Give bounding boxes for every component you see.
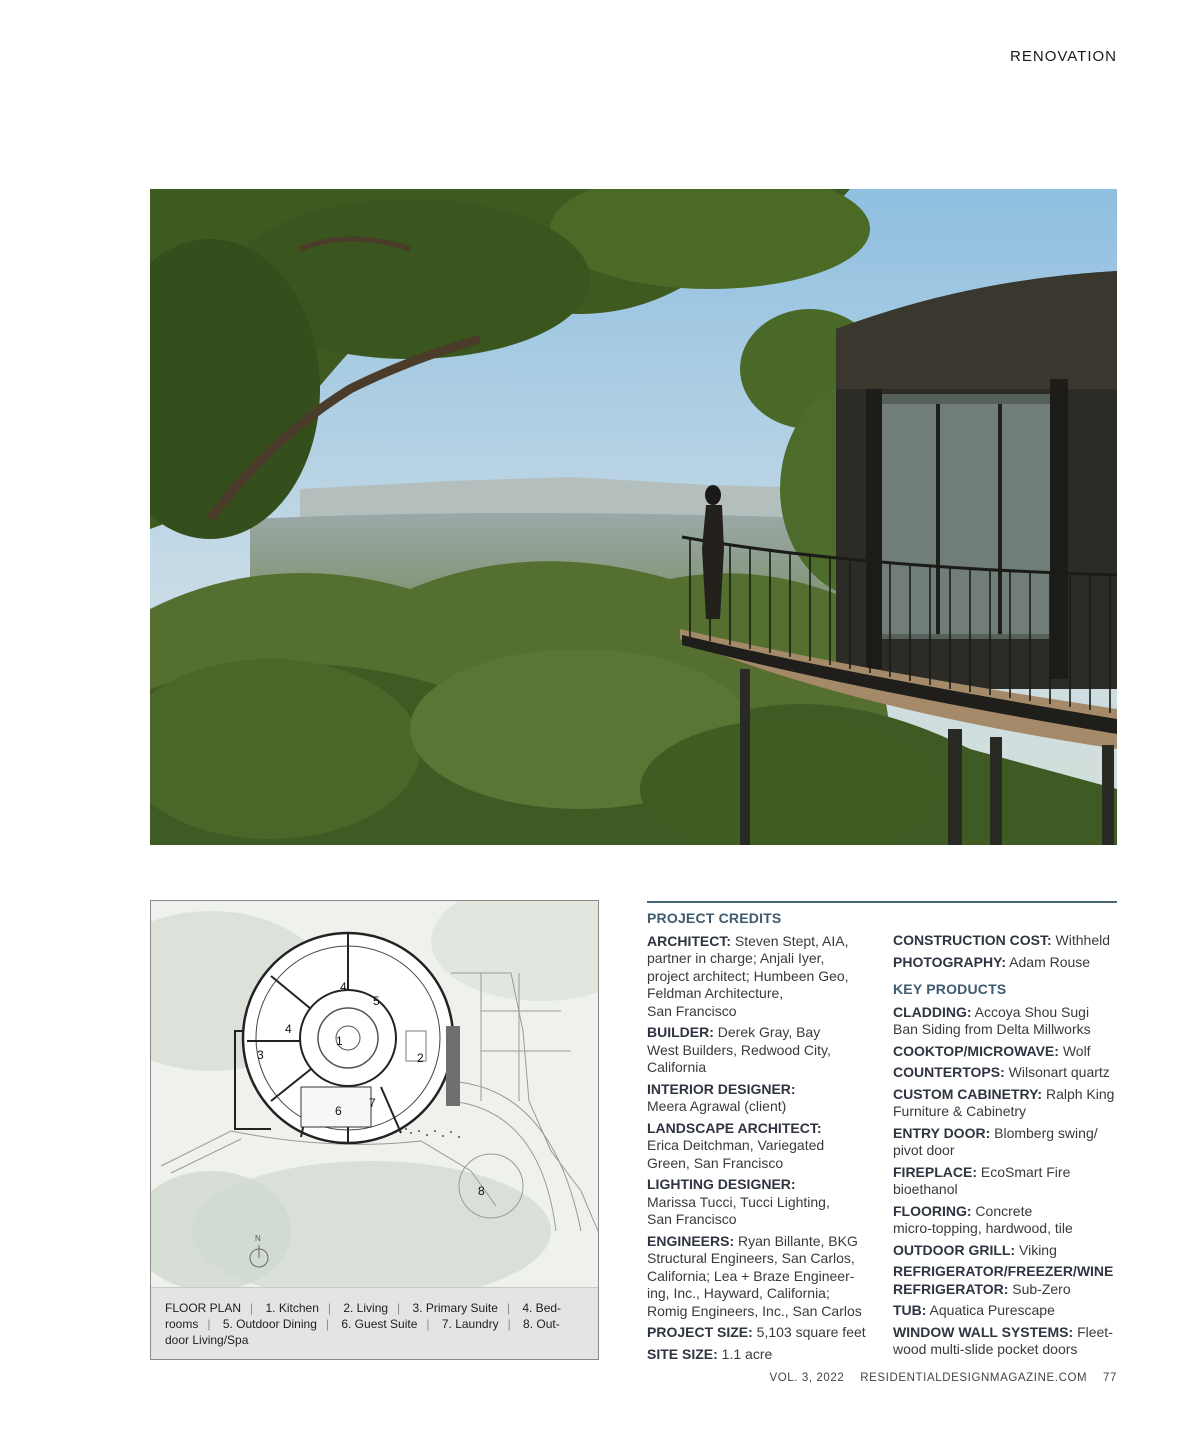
credit-text: Viking: [1015, 1241, 1057, 1258]
credit-text: San Francisco: [647, 1211, 737, 1227]
credit-text: ing, Inc., Hayward, California;: [647, 1285, 830, 1301]
footer-volume: VOL. 3, 2022: [769, 1372, 845, 1384]
credit-entry: [893, 1242, 1121, 1260]
credit-text: Steven Stept, AIA,: [731, 932, 849, 949]
room-number: 5: [373, 994, 380, 1008]
room-number: 3: [257, 1048, 264, 1062]
floor-plan-drawing: [151, 901, 598, 1287]
caption-item: 6. Guest Suite: [341, 1317, 418, 1331]
credit-entry: [647, 1081, 879, 1116]
credit-label: BUILDER:: [647, 1024, 714, 1040]
credit-entry: [893, 1086, 1121, 1121]
credit-label: PROJECT SIZE:: [647, 1324, 753, 1340]
credit-label: REFRIGERATOR/FREEZER/WINE REFRIGERATOR:: [893, 1263, 1114, 1297]
credit-entry: [893, 1263, 1121, 1298]
credit-label: OUTDOOR GRILL:: [893, 1241, 1016, 1258]
credit-text: wood multi-slide pocket doors: [893, 1341, 1078, 1357]
caption-item: 1. Kitchen: [265, 1301, 319, 1315]
credit-entry: [893, 1125, 1121, 1160]
credit-text: bioethanol: [893, 1181, 958, 1197]
credit-text: micro-topping, hardwood, tile: [893, 1220, 1073, 1236]
credit-entry: [893, 1043, 1121, 1061]
credit-text: Erica Deitchman, Variegated: [647, 1137, 825, 1153]
credit-label: INTERIOR DESIGNER:: [647, 1080, 796, 1097]
credit-entry: [893, 1302, 1121, 1320]
credit-label: FLOORING:: [893, 1202, 972, 1219]
credit-text: Concrete: [971, 1202, 1033, 1219]
credit-entry: [647, 1346, 879, 1364]
products-heading: KEY PRODUCTS: [893, 981, 1007, 997]
caption-item: 8. Out-: [523, 1317, 560, 1331]
credit-text: Adam Rouse: [1006, 953, 1091, 970]
credit-text: Aquatica Purescape: [926, 1302, 1055, 1318]
credit-label: COUNTERTOPS:: [893, 1064, 1005, 1080]
credit-entry: [893, 1064, 1121, 1082]
credit-label: WINDOW WALL SYSTEMS:: [893, 1323, 1074, 1340]
credit-entry: [647, 1324, 879, 1342]
credit-text: Ryan Billante, BKG: [734, 1232, 858, 1249]
credit-label: FIREPLACE:: [893, 1163, 977, 1180]
credit-text: Feldman Architecture,: [647, 985, 784, 1001]
credit-text: Structural Engineers, San Carlos,: [647, 1250, 855, 1266]
caption-item: door Living/Spa: [165, 1333, 249, 1347]
credit-text: Ralph King: [1042, 1085, 1115, 1102]
room-number: 4: [340, 980, 347, 994]
room-number: 7: [369, 1096, 376, 1110]
caption-item: 3. Primary Suite: [412, 1301, 498, 1315]
credit-text: partner in charge; Anjali Iyer,: [647, 950, 825, 966]
caption-label: FLOOR PLAN: [165, 1301, 242, 1315]
credit-entry: [893, 1004, 1121, 1039]
credit-text: Wolf: [1058, 1042, 1091, 1059]
credit-text: 5,103 square feet: [752, 1324, 866, 1340]
credit-text: 1.1 acre: [717, 1345, 773, 1362]
credit-text: Furniture & Cabinetry: [893, 1103, 1027, 1119]
credit-entry: [647, 1176, 879, 1229]
credit-text: West Builders, Redwood City,: [647, 1041, 831, 1058]
credit-label: ENGINEERS:: [647, 1232, 735, 1249]
floor-plan-figure: [150, 900, 599, 1360]
credits-right-column: [893, 910, 1121, 1363]
credits-heading: PROJECT CREDITS: [647, 910, 782, 926]
credit-label: TUB:: [893, 1302, 927, 1318]
credit-label: CUSTOM CABINETRY:: [893, 1085, 1043, 1102]
credits-left-column: [647, 910, 879, 1367]
page-footer: [757, 1372, 1117, 1384]
room-number: 6: [335, 1104, 342, 1118]
credit-text: Romig Engineers, Inc., San Carlos: [647, 1302, 862, 1319]
credit-label: LANDSCAPE ARCHITECT:: [647, 1119, 822, 1136]
caption-item: 2. Living: [343, 1301, 389, 1315]
credit-text: EcoSmart Fire: [977, 1163, 1071, 1180]
credit-entry: [893, 932, 1121, 950]
credit-entry: [647, 1120, 879, 1173]
credit-text: California: [647, 1059, 707, 1075]
credit-label: LIGHTING DESIGNER:: [647, 1176, 796, 1192]
credit-label: CLADDING:: [893, 1003, 972, 1020]
credit-label: CONSTRUCTION COST:: [893, 932, 1052, 948]
section-tag: RENOVATION: [1010, 48, 1117, 65]
credit-text: Withheld: [1051, 932, 1111, 948]
credit-text: Accoya Shou Sugi: [971, 1003, 1090, 1020]
credit-text: San Francisco: [647, 1002, 737, 1019]
credit-entry: [647, 933, 879, 1021]
credit-text: Blomberg swing/: [990, 1124, 1098, 1141]
photo-illustration: [150, 189, 1117, 845]
room-number: 1: [336, 1034, 343, 1048]
credits-divider: [647, 901, 1117, 903]
caption-item: 5. Outdoor Dining: [222, 1317, 317, 1331]
credit-label: SITE SIZE:: [647, 1345, 718, 1362]
credit-text: Meera Agrawal (client): [647, 1098, 787, 1114]
caption-item: 4. Bed-: [522, 1301, 562, 1315]
credit-entry: [893, 1203, 1121, 1238]
hero-photo: [150, 189, 1117, 845]
floor-plan-caption: FLOOR PLAN | 1. Kitchen | 2. Living | 3. Primary Suite | 4. Bed- rooms | 5. Outdoor Dining | 6. Guest Suite | 7. Laundry | 8. Out- door Living/Spa: [151, 1287, 598, 1359]
credit-label: COOKTOP/MICROWAVE:: [893, 1042, 1059, 1059]
caption-item: 7. Laundry: [441, 1317, 499, 1331]
credit-text: Green, San Francisco: [647, 1154, 784, 1171]
credit-text: Ban Siding from Delta Millworks: [893, 1021, 1091, 1037]
credit-text: Derek Gray, Bay: [713, 1024, 821, 1040]
credit-label: ARCHITECT:: [647, 932, 731, 949]
north-label: N: [255, 1234, 261, 1243]
caption-item: rooms: [165, 1317, 199, 1331]
credit-text: Fleet-: [1073, 1323, 1113, 1340]
credit-label: ENTRY DOOR:: [893, 1124, 991, 1141]
footer-page-number: 77: [1103, 1372, 1117, 1384]
credit-text: Marissa Tucci, Tucci Lighting,: [647, 1193, 830, 1210]
credit-text: project architect; Humbeen Geo,: [647, 967, 849, 984]
credit-label: PHOTOGRAPHY:: [893, 953, 1007, 970]
room-number: 8: [478, 1184, 485, 1198]
credit-entry: [893, 954, 1121, 972]
room-number: 2: [417, 1051, 424, 1065]
credit-text: pivot door: [893, 1142, 955, 1158]
credit-entry: [647, 1233, 879, 1321]
credit-entry: [893, 1164, 1121, 1199]
credit-text: Wilsonart quartz: [1004, 1064, 1110, 1080]
room-number: 4: [285, 1022, 292, 1036]
credit-text: California; Lea + Braze Engineer-: [647, 1267, 855, 1284]
credit-entry: [893, 1324, 1121, 1359]
credit-text: Sub-Zero: [1008, 1280, 1071, 1297]
footer-site: RESIDENTIALDESIGNMAGAZINE.COM: [860, 1372, 1088, 1384]
credit-entry: [647, 1024, 879, 1077]
